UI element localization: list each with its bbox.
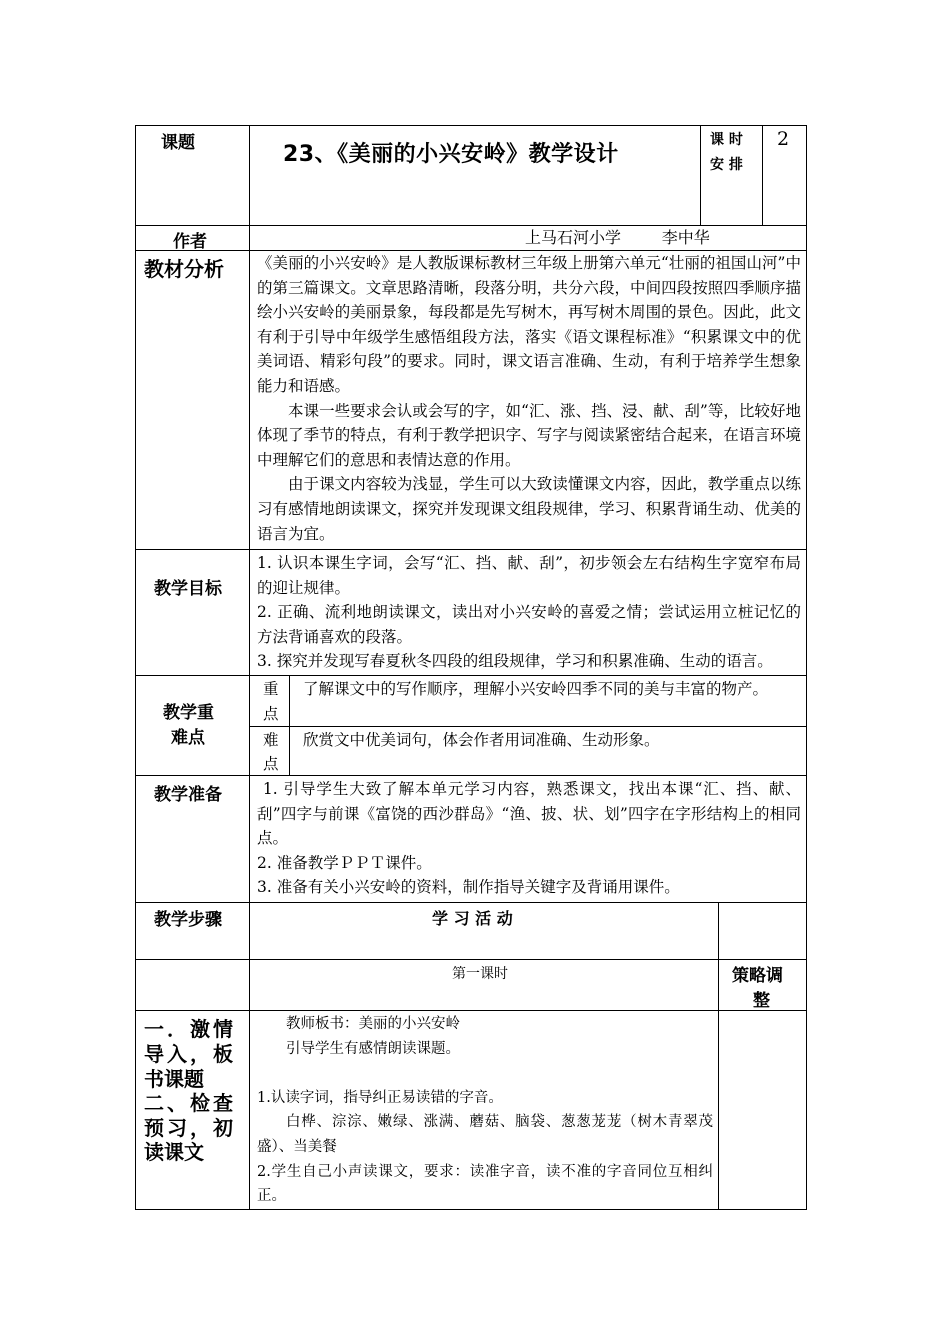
hours-label-line-2: 安 排	[710, 157, 743, 173]
stage-2-label-line-2: 预习，初	[144, 1116, 236, 1140]
row-divider	[135, 549, 807, 550]
prep-content	[257, 777, 801, 900]
stage-1-label-line-2: 导入，板	[144, 1042, 236, 1066]
author-label: 作者	[173, 232, 207, 252]
key-point-label-line-2: 点	[263, 705, 279, 723]
lesson-plan-table	[135, 125, 807, 1210]
hours-value: 2	[777, 128, 790, 150]
analysis-paragraph: 本课一些要求会认或会写的字，如“汇、涨、挡、浸、献、刮”等，比较好地体现了季节的特点，有利于教学把识字、写字与阅读紧密结合起来，在语言环境中理解它们的意思和表情达意的作用。	[257, 401, 801, 469]
analysis-paragraph: 由于课文内容较为浅显，学生可以大致读懂课文内容，因此，教学重点以练习有感情地朗读课文，探究并发现课文组段规律，学习、积累背诵生动、优美的语言为宜。	[257, 475, 801, 543]
row-divider	[249, 726, 807, 727]
activity-content	[257, 1012, 713, 1209]
prep-item: 3. 准备有关小兴安岭的资料，制作指导关键字及背诵用课件。	[257, 878, 680, 897]
difficulty-divider	[289, 675, 290, 775]
key-point-label-line-1: 重	[263, 680, 279, 698]
row-divider	[135, 675, 807, 676]
stage-2-label-line-1: 二、检查	[144, 1091, 236, 1115]
row-divider	[135, 902, 807, 903]
prep-item: 2. 准备教学ＰＰＴ课件。	[257, 853, 432, 872]
strategy-column-divider	[718, 902, 719, 1210]
lesson-label: 第一课时	[452, 966, 508, 982]
key-point-text: 了解课文中的写作顺序，理解小兴安岭四季不同的美与丰富的物产。	[303, 680, 769, 698]
strategy-label-line-1: 策略调	[732, 966, 783, 986]
difficulty-label-line-2: 难点	[171, 728, 205, 748]
analysis-content	[257, 251, 801, 546]
goals-content	[257, 551, 801, 674]
prep-label: 教学准备	[154, 785, 222, 805]
activity-line: 2.学生自己小声读课文，要求：读准字音，读不准的字音同位互相纠正。	[257, 1163, 713, 1205]
stage-1-label-line-1: 一．激情	[144, 1017, 236, 1041]
stage-1-label-line-3: 书课题	[144, 1067, 204, 1091]
activity-line: 1.认读字词，指导纠正易读错的字音。	[257, 1089, 503, 1106]
difficulty-label-line-1: 教学重	[163, 703, 214, 723]
activity-line: 教师板书：美丽的小兴安岭	[286, 1016, 460, 1032]
difficult-point-label-line-2: 点	[263, 755, 279, 773]
row-divider	[135, 959, 807, 960]
author-value: 上马石河小学 李中华	[525, 228, 710, 247]
activity-spacer	[257, 1061, 713, 1086]
header-divider	[762, 125, 763, 225]
goal-item: 2. 正确、流利地朗读课文，读出对小兴安岭的喜爱之情；尝试运用立桩记忆的方法背诵喜欢的段落。	[257, 603, 801, 646]
activity-header: 学 习 活 动	[432, 909, 513, 928]
difficult-point-label-line-1: 难	[263, 731, 279, 749]
strategy-label-line-2: 整	[753, 991, 770, 1011]
activity-line: 引导学生有感情朗读课题。	[286, 1040, 460, 1057]
hours-label-line-1: 课 时	[710, 132, 743, 148]
row-divider	[135, 775, 807, 776]
steps-label: 教学步骤	[154, 910, 222, 930]
goal-item: 3. 探究并发现写春夏秋冬四段的组段规律，学习和积累准确、生动的语言。	[257, 652, 773, 671]
goals-label: 教学目标	[154, 579, 222, 599]
topic-label: 课题	[161, 133, 195, 153]
row-divider	[135, 1010, 807, 1011]
analysis-label: 教材分析	[144, 257, 224, 281]
left-column-divider	[249, 125, 250, 1210]
analysis-paragraph: 《美丽的小兴安岭》是人教版课标教材三年级上册第六单元“壮丽的祖国山河”中的第三篇课文。文章思路清晰，段落分明，共分六段，中间四段按照四季顺序描绘小兴安岭的美丽景象，每段都是先写树木，再写树木周围的景色。因此，此文有利于引导中年级学生感悟组段方法，落实《语文课程标准》“积累课文中的优美词语、精彩句段”的要求。同时，课文语言准确、生动，有利于培养学生想象能力和语感。	[257, 254, 801, 395]
difficult-point-text: 欣赏文中优美词句，体会作者用词准确、生动形象。	[303, 731, 660, 749]
stage-2-label-line-3: 读课文	[144, 1140, 204, 1164]
header-divider	[700, 125, 701, 225]
goal-item: 1. 认识本课生字词，会写“汇、挡、献、刮”，初步领会左右结构生字宽窄布局的迎让规律。	[257, 554, 801, 597]
prep-item: 1. 引导学生大致了解本单元学习内容，熟悉课文，找出本课“汇、挡、献、刮”四字与前课《富饶的西沙群岛》“渔、披、状、划”四字在字形结构上的相同点。	[257, 780, 801, 848]
activity-line: 白桦、淙淙、嫩绿、涨满、蘑菇、脑袋、葱葱茏茏（树木青翠茂盛）、当美餐	[257, 1114, 713, 1155]
page-title: 23、《美丽的小兴安岭》教学设计	[283, 142, 619, 167]
